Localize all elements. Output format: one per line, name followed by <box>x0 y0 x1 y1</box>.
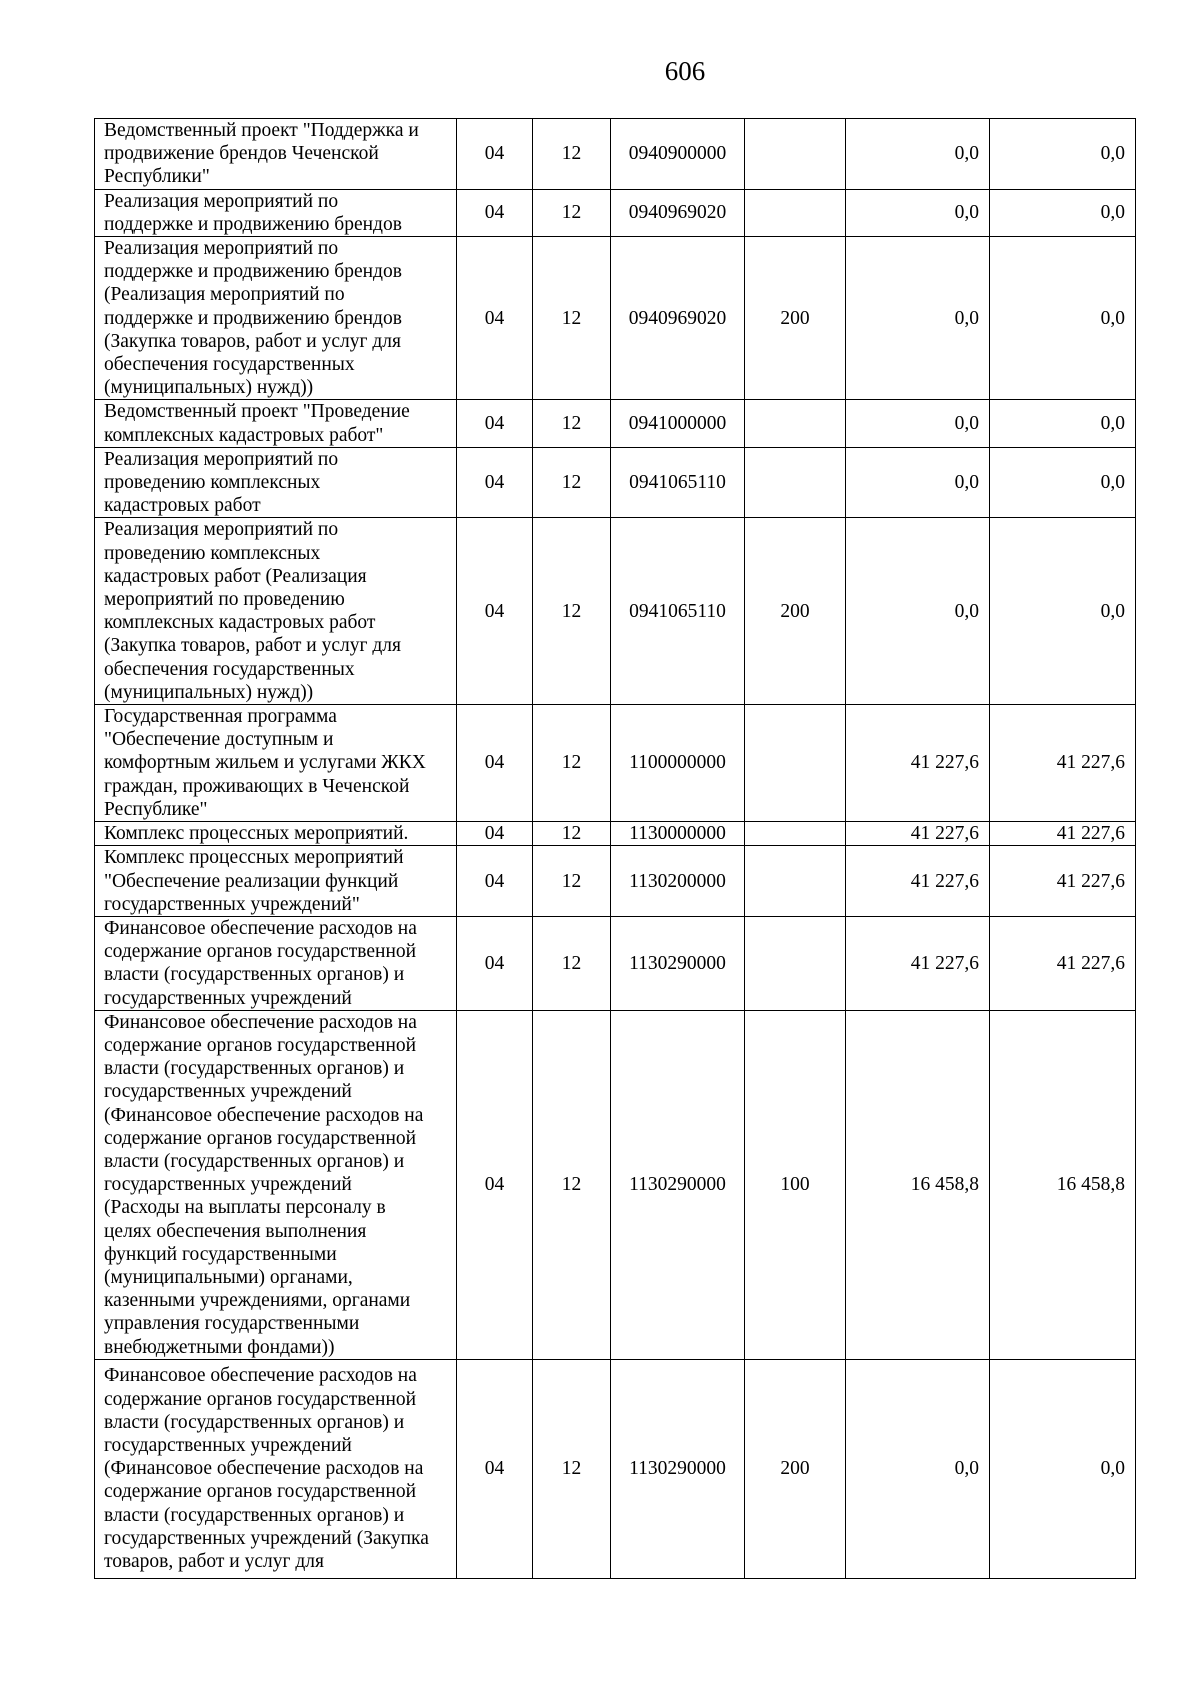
row-amount-year-1: 0,0 <box>846 189 990 236</box>
row-amount-year-1: 41 227,6 <box>846 822 990 846</box>
row-target-article-code: 0940969020 <box>611 237 745 400</box>
table-row <box>95 119 1136 190</box>
row-amount-year-1: 41 227,6 <box>846 705 990 822</box>
row-amount-year-1: 16 458,8 <box>846 1010 990 1359</box>
row-amount-year-2: 41 227,6 <box>990 822 1136 846</box>
row-target-article-code: 1130290000 <box>611 1010 745 1359</box>
row-name: Реализация мероприятий по проведению комплексных кадастровых работ <box>95 447 457 518</box>
row-name: Ведомственный проект "Поддержка и продвижение брендов Чеченской Республики" <box>95 119 457 190</box>
row-name: Комплекс процессных мероприятий. <box>95 822 457 846</box>
row-amount-year-1: 0,0 <box>846 447 990 518</box>
table-row <box>95 189 1136 236</box>
row-target-article-code: 1130290000 <box>611 1359 745 1578</box>
row-amount-year-2: 0,0 <box>990 447 1136 518</box>
row-subsection-code: 12 <box>533 237 611 400</box>
row-amount-year-2: 0,0 <box>990 119 1136 190</box>
row-subsection-code: 12 <box>533 447 611 518</box>
row-subsection-code: 12 <box>533 400 611 447</box>
row-expense-type-code <box>745 846 846 917</box>
row-amount-year-1: 0,0 <box>846 119 990 190</box>
row-expense-type-code: 100 <box>745 1010 846 1359</box>
row-expense-type-code <box>745 822 846 846</box>
row-expense-type-code: 200 <box>745 237 846 400</box>
row-section-code: 04 <box>457 822 533 846</box>
row-section-code: 04 <box>457 518 533 705</box>
row-name: Ведомственный проект "Проведение комплексных кадастровых работ" <box>95 400 457 447</box>
row-section-code: 04 <box>457 119 533 190</box>
row-expense-type-code <box>745 705 846 822</box>
row-section-code: 04 <box>457 705 533 822</box>
row-amount-year-1: 0,0 <box>846 1359 990 1578</box>
row-amount-year-2: 41 227,6 <box>990 916 1136 1010</box>
row-expense-type-code <box>745 447 846 518</box>
table-row <box>95 916 1136 1010</box>
row-expense-type-code <box>745 119 846 190</box>
row-subsection-code: 12 <box>533 916 611 1010</box>
row-section-code: 04 <box>457 400 533 447</box>
row-section-code: 04 <box>457 1359 533 1578</box>
row-target-article-code: 0941000000 <box>611 400 745 447</box>
table-row <box>95 1359 1136 1578</box>
row-target-article-code: 1130000000 <box>611 822 745 846</box>
row-subsection-code: 12 <box>533 119 611 190</box>
row-amount-year-2: 41 227,6 <box>990 846 1136 917</box>
row-subsection-code: 12 <box>533 822 611 846</box>
row-target-article-code: 0940900000 <box>611 119 745 190</box>
row-subsection-code: 12 <box>533 189 611 236</box>
row-target-article-code: 0940969020 <box>611 189 745 236</box>
row-subsection-code: 12 <box>533 518 611 705</box>
row-subsection-code: 12 <box>533 1359 611 1578</box>
row-expense-type-code: 200 <box>745 1359 846 1578</box>
row-name: Финансовое обеспечение расходов на содержание органов государственной власти (государственных органов) и государственных учреждений (Финансовое обеспечение расходов на содержание органов государственной власти (государственных органов) и государственных учреждений (Расходы на выплаты персоналу в целях обеспечения выполнения функций государственными (муниципальными) органами, казенными учреждениями, органами управления государственными внебюджетными фондами)) <box>95 1010 457 1359</box>
row-expense-type-code <box>745 400 846 447</box>
row-expense-type-code <box>745 189 846 236</box>
row-amount-year-2: 0,0 <box>990 400 1136 447</box>
row-subsection-code: 12 <box>533 1010 611 1359</box>
budget-table <box>94 118 1136 1579</box>
row-amount-year-2: 0,0 <box>990 237 1136 400</box>
row-amount-year-2: 0,0 <box>990 189 1136 236</box>
row-amount-year-1: 41 227,6 <box>846 846 990 917</box>
row-amount-year-1: 41 227,6 <box>846 916 990 1010</box>
row-name: Реализация мероприятий по проведению комплексных кадастровых работ (Реализация мероприятий по проведению комплексных кадастровых работ (Закупка товаров, работ и услуг для обеспечения государственных (муниципальных) нужд)) <box>95 518 457 705</box>
row-name: Реализация мероприятий по поддержке и продвижению брендов <box>95 189 457 236</box>
row-name: Финансовое обеспечение расходов на содержание органов государственной власти (государственных органов) и государственных учреждений (Финансовое обеспечение расходов на содержание органов государственной власти (государственных органов) и государственных учреждений (Закупка товаров, работ и услуг для <box>95 1359 457 1578</box>
row-name: Финансовое обеспечение расходов на содержание органов государственной власти (государственных органов) и государственных учреждений <box>95 916 457 1010</box>
row-amount-year-2: 16 458,8 <box>990 1010 1136 1359</box>
row-section-code: 04 <box>457 237 533 400</box>
table-row <box>95 822 1136 846</box>
table-row <box>95 237 1136 400</box>
row-expense-type-code <box>745 916 846 1010</box>
row-section-code: 04 <box>457 447 533 518</box>
row-target-article-code: 1130200000 <box>611 846 745 917</box>
row-amount-year-1: 0,0 <box>846 237 990 400</box>
row-amount-year-2: 0,0 <box>990 518 1136 705</box>
row-target-article-code: 1130290000 <box>611 916 745 1010</box>
row-section-code: 04 <box>457 1010 533 1359</box>
row-subsection-code: 12 <box>533 705 611 822</box>
row-amount-year-1: 0,0 <box>846 518 990 705</box>
row-target-article-code: 1100000000 <box>611 705 745 822</box>
table-row <box>95 1010 1136 1359</box>
row-amount-year-1: 0,0 <box>846 400 990 447</box>
row-amount-year-2: 0,0 <box>990 1359 1136 1578</box>
row-section-code: 04 <box>457 846 533 917</box>
table-row <box>95 846 1136 917</box>
row-subsection-code: 12 <box>533 846 611 917</box>
row-expense-type-code: 200 <box>745 518 846 705</box>
row-name: Комплекс процессных мероприятий "Обеспечение реализации функций государственных учреждений" <box>95 846 457 917</box>
table-row <box>95 400 1136 447</box>
table-row <box>95 518 1136 705</box>
table-row <box>95 447 1136 518</box>
row-name: Государственная программа "Обеспечение доступным и комфортным жильем и услугами ЖКХ граждан, проживающих в Чеченской Республике" <box>95 705 457 822</box>
row-name: Реализация мероприятий по поддержке и продвижению брендов (Реализация мероприятий по поддержке и продвижению брендов (Закупка товаров, работ и услуг для обеспечения государственных (муниципальных) нужд)) <box>95 237 457 400</box>
row-section-code: 04 <box>457 916 533 1010</box>
row-target-article-code: 0941065110 <box>611 518 745 705</box>
row-target-article-code: 0941065110 <box>611 447 745 518</box>
table-row <box>95 705 1136 822</box>
row-section-code: 04 <box>457 189 533 236</box>
row-amount-year-2: 41 227,6 <box>990 705 1136 822</box>
page-number: 606 <box>664 56 706 86</box>
